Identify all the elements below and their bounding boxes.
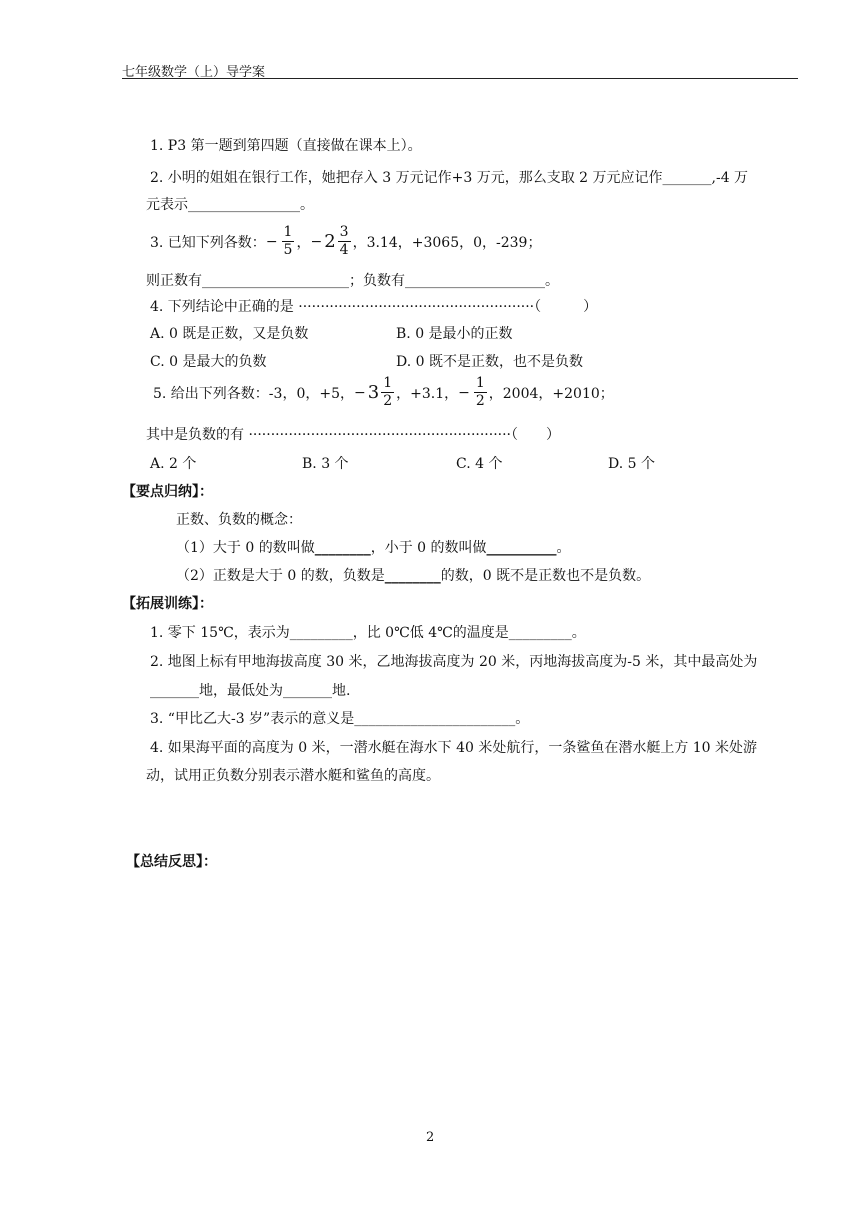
summary-line-2-a: （2）正数是大于 0 的数，负数是 [176, 568, 385, 584]
exercise-2-line2: 元表示________________。 [146, 197, 314, 213]
exercise-4-option-c: C. 0 是最大的负数 [150, 354, 267, 370]
summary-line-2-b: 的数，0 既不是正数也不是负数。 [440, 568, 651, 584]
extension-heading: 【拓展训练】： [122, 596, 213, 612]
blank-positive: ________ [314, 540, 371, 556]
mixed-denominator: 4 [339, 242, 349, 259]
exercise-3-line2: 则正数有_____________________；负数有____________________。 [146, 273, 559, 289]
exercise-2-line1: 2. 小明的姐姐在银行工作，她把存入 3 万元记作+3 万元，那么支取 2 万元应记作_______,-4 万 [150, 170, 749, 186]
exercise-5-option-d: D. 5 个 [608, 456, 655, 472]
exercise-5-line1 [153, 376, 614, 410]
exercise-5-option-c: C. 4 个 [456, 456, 503, 472]
exercise-4-option-a: A. 0 既是正数，又是负数 [150, 326, 309, 342]
fraction-denominator: 2 [475, 393, 485, 410]
summary-intro: 正数、负数的概念： [176, 512, 302, 528]
separator: ， [296, 234, 311, 251]
fraction-neg-one-fifth [266, 225, 297, 259]
extension-1: 1. 零下 15℃，表示为_________，比 0℃低 4℃的温度是_________。 [150, 625, 586, 641]
fraction-denominator: 5 [283, 242, 293, 259]
summary-line-1-c: 。 [556, 540, 571, 556]
mixed-number-neg-three-half [354, 376, 396, 410]
summary-line-1-a: （1）大于 0 的数叫做 [176, 540, 315, 556]
mixed-denominator: 2 [383, 393, 393, 410]
exercise-5-mid: ，+3.1， [396, 385, 459, 402]
exercise-3-prefix: 3. 已知下列各数： [150, 234, 266, 251]
exercise-5-rest: ，2004，+2010； [488, 385, 614, 402]
reflection-heading: 【总结反思】： [126, 854, 217, 870]
extension-2-line1: 2. 地图上标有甲地海拔高度 30 米，乙地海拔高度为 20 米，丙地海拔高度为-5 米，其中最高处为 [150, 654, 758, 670]
extension-4-line2: 动，试用正负数分别表示潜水艇和鲨鱼的高度。 [146, 768, 440, 784]
exercise-3-line1 [150, 225, 541, 259]
mixed-number-neg-two-three-quarters [310, 225, 352, 259]
fraction-numerator: 1 [474, 376, 487, 393]
blank-negative: __________ [486, 540, 557, 556]
fraction-numerator: 1 [282, 225, 295, 242]
page-header-title: 七年级数学（上）导学案 [122, 65, 266, 80]
exercise-4-stem: 4. 下列结论中正确的是 ·····················································（ ） [150, 299, 598, 315]
summary-line-1-b: ，小于 0 的数叫做 [370, 540, 487, 556]
summary-line-1 [176, 537, 571, 557]
exercise-1: 1. P3 第一题到第四题（直接做在课本上）。 [150, 138, 422, 154]
summary-line-2 [176, 565, 650, 585]
fraction-neg-one-half [458, 376, 489, 410]
page-number: 2 [426, 1130, 435, 1145]
mixed-numerator: 3 [338, 225, 351, 242]
fraction-sign: − [265, 233, 278, 250]
exercise-3-rest: ，3.14，+3065，0，-239； [352, 234, 542, 251]
fraction-sign: − [458, 384, 470, 401]
exercise-5-option-a: A. 2 个 [150, 456, 197, 472]
exercise-4-option-b: B. 0 是最小的正数 [396, 326, 513, 342]
extension-4-line1: 4. 如果海平面的高度为 0 米，一潜水艇在海水下 40 米处航行，一条鲨鱼在潜水艇上方 10 米处游 [150, 740, 758, 756]
extension-2-line2: _______地，最低处为_______地. [150, 683, 351, 699]
mixed-numerator: 1 [381, 376, 394, 393]
exercise-4-option-d: D. 0 既不是正数，也不是负数 [396, 354, 583, 370]
extension-3: 3. “甲比乙大-3 岁”表示的意义是_______________________。 [150, 711, 530, 727]
mixed-whole: 3 [367, 382, 380, 404]
mixed-sign: − [354, 384, 366, 401]
summary-heading: 【要点归纳】： [122, 484, 213, 500]
mixed-sign: − [310, 233, 323, 250]
exercise-5-prefix: 5. 给出下列各数：-3，0，+5， [153, 385, 354, 402]
blank-less-than-zero: ________ [384, 568, 441, 584]
exercise-5-stem: 其中是负数的有 ···························································（ ） [146, 427, 561, 443]
exercise-5-option-b: B. 3 个 [302, 456, 349, 472]
header-rule [122, 78, 798, 79]
mixed-whole: 2 [324, 231, 336, 253]
